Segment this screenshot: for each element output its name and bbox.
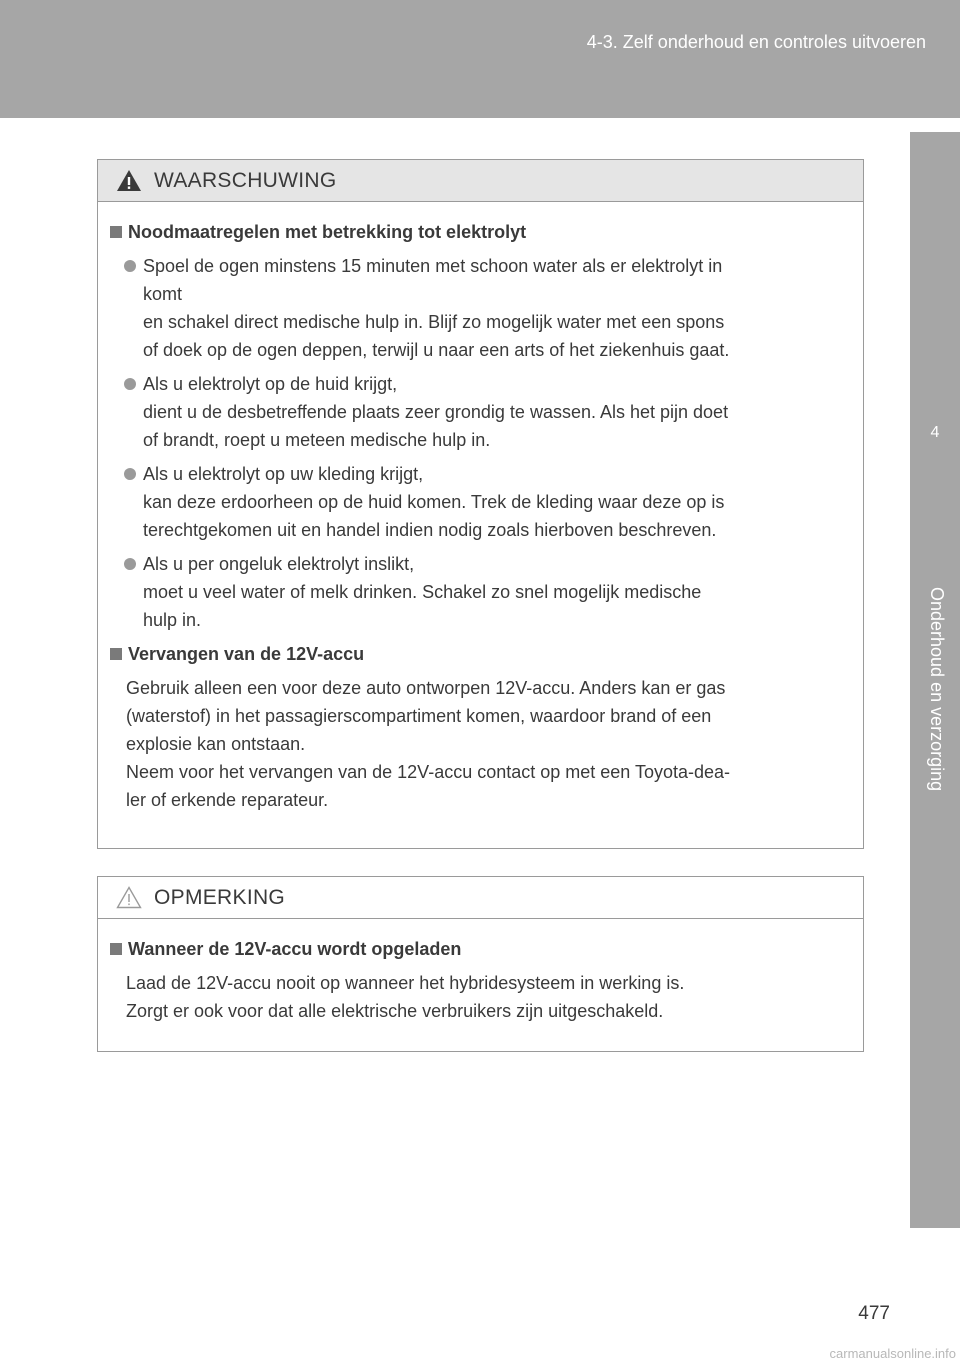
section-heading-text: Noodmaatregelen met betrekking tot elektrolyt [128, 222, 527, 242]
text-line: of doek op de ogen deppen, terwijl u naar een arts of het ziekenhuis gaat. [143, 340, 730, 360]
circle-bullet-icon [124, 378, 136, 390]
text-line: en schakel direct medische hulp in. Blijf zo mogelijk water met een spons [143, 312, 725, 332]
section-heading [108, 640, 853, 668]
text-line: Als u per ongeluk elektrolyt inslikt, [143, 554, 415, 574]
text-line: Gebruik alleen een voor deze auto ontworpen 12V-accu. Anders kan er gas [126, 678, 726, 698]
warning-title: WAARSCHUWING [154, 168, 337, 192]
warning-body [98, 202, 863, 814]
section-heading [108, 218, 853, 246]
text-line: Als u elektrolyt op uw kleding krijgt, [143, 464, 424, 484]
section-heading-text: Wanneer de 12V-accu wordt opgeladen [128, 939, 462, 959]
page-number: 477 [858, 1303, 890, 1324]
note-box [97, 876, 864, 1052]
chapter-side-tab [910, 132, 960, 1228]
text-line: Als u elektrolyt op de huid krijgt, [143, 374, 398, 394]
circle-bullet-icon [124, 558, 136, 570]
text-line: moet u veel water of melk drinken. Schakel zo snel mogelijk medische [143, 582, 702, 602]
text-line: dient u de desbetreffende plaats zeer grondig te wassen. Als het pijn doet [143, 402, 729, 422]
text-line: komt [143, 284, 183, 304]
list-item [108, 460, 853, 544]
text-line: Laad de 12V-accu nooit op wanneer het hybridesysteem in werking is. [126, 973, 685, 993]
text-line: hulp in. [143, 610, 202, 630]
section-heading-text: Vervangen van de 12V-accu [128, 644, 365, 664]
warning-box [97, 159, 864, 849]
text-line: explosie kan ontstaan. [126, 734, 306, 754]
chapter-label: Onderhoud en verzorging [927, 587, 947, 792]
warning-header [98, 160, 863, 202]
square-bullet-icon [110, 648, 122, 660]
text-line: Neem voor het vervangen van de 12V-accu contact op met een Toyota-dea- [126, 762, 731, 782]
note-title: OPMERKING [154, 885, 286, 909]
circle-bullet-icon [124, 468, 136, 480]
list-item [108, 550, 853, 634]
section-heading [108, 935, 853, 963]
watermark: carmanualsonline.info [829, 1346, 956, 1361]
text-line: Zorgt er ook voor dat alle elektrische verbruikers zijn uitgeschakeld. [126, 1001, 664, 1021]
text-line: Spoel de ogen minstens 15 minuten met schoon water als er elektrolyt in [143, 256, 723, 276]
warning-triangle-icon [116, 169, 142, 192]
text-line: kan deze erdoorheen op de huid komen. Trek de kleding waar deze op is [143, 492, 725, 512]
square-bullet-icon [110, 943, 122, 955]
chapter-number: 4 [930, 424, 940, 441]
text-line: of brandt, roept u meteen medische hulp in. [143, 430, 491, 450]
list-item [108, 252, 853, 364]
paragraph [108, 969, 853, 1025]
section-title: 4-3. Zelf onderhoud en controles uitvoeren [586, 32, 926, 52]
square-bullet-icon [110, 226, 122, 238]
text-line: (waterstof) in het passagierscompartiment komen, waardoor brand of een [126, 706, 712, 726]
text-line: ler of erkende reparateur. [126, 790, 329, 810]
text-line: terechtgekomen uit en handel indien nodig zoals hierboven beschreven. [143, 520, 717, 540]
circle-bullet-icon [124, 260, 136, 272]
page-header [0, 0, 960, 118]
note-body [98, 919, 863, 1025]
paragraph [108, 674, 853, 814]
caution-triangle-icon [116, 886, 142, 909]
note-header [98, 877, 863, 919]
list-item [108, 370, 853, 454]
